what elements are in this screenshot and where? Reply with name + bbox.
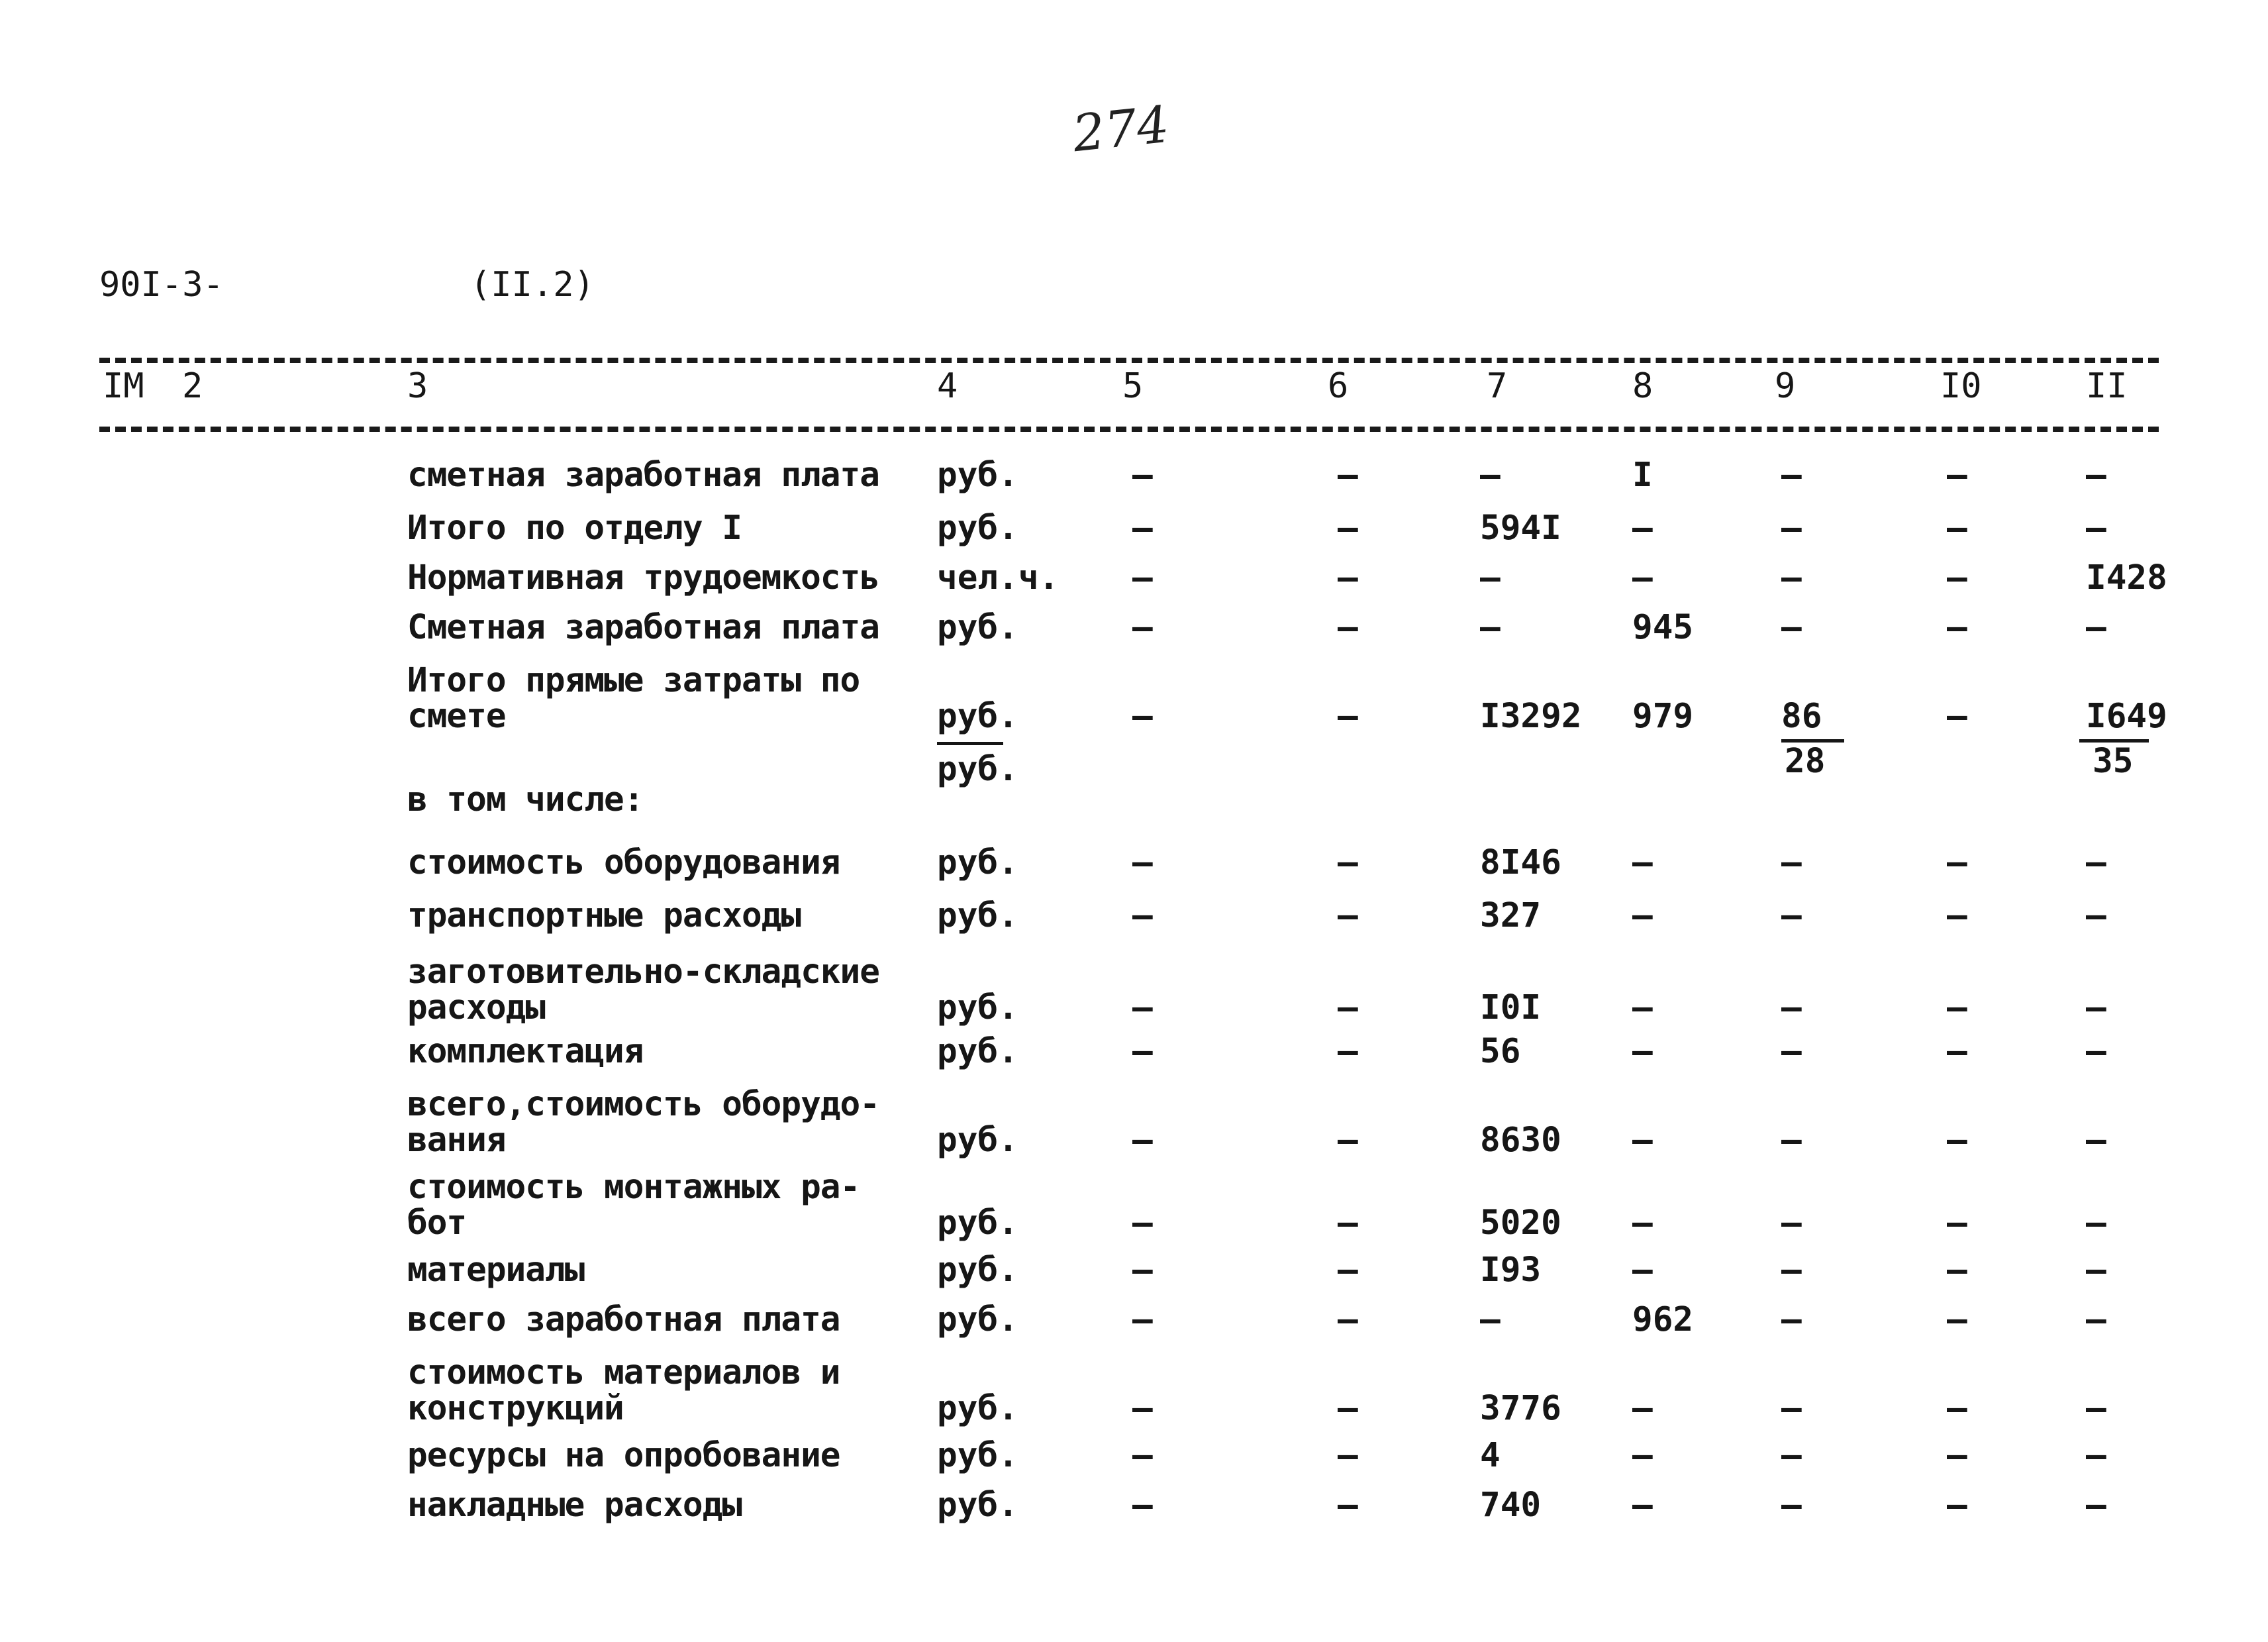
row-unit: руб. — [937, 988, 1018, 1027]
cell-dash: – — [1632, 1121, 1653, 1160]
cell-dash: – — [1947, 456, 1967, 495]
row-unit: руб. — [937, 843, 1018, 882]
cell-value: I93 — [1480, 1251, 1542, 1290]
column-header: 9 — [1775, 366, 1796, 406]
row-unit: руб. — [937, 608, 1018, 647]
cell-dash: – — [1947, 697, 1967, 736]
cell-value: 8I46 — [1480, 843, 1561, 882]
row-description: расходы — [407, 988, 545, 1027]
cell-dash: – — [1132, 1486, 1153, 1525]
cell-dash: – — [2086, 1300, 2106, 1339]
row-description: стоимость материалов и — [407, 1353, 840, 1392]
row-unit: руб. — [937, 697, 1018, 736]
cell-dash: – — [2086, 1436, 2106, 1475]
cell-dash: – — [1338, 1389, 1358, 1428]
column-header: I0 — [1940, 366, 1982, 406]
cell-dash: – — [1338, 843, 1358, 882]
cell-dash: – — [1132, 1032, 1153, 1071]
cell-value: 979 — [1632, 697, 1694, 736]
column-header: 5 — [1122, 366, 1144, 406]
cell-dash: – — [1338, 988, 1358, 1027]
cell-dash: – — [1947, 608, 1967, 647]
cell-dash: – — [1632, 1204, 1653, 1243]
column-header: IM — [103, 366, 144, 406]
cell-dash: – — [1338, 1251, 1358, 1290]
cell-dash: – — [1338, 1436, 1358, 1475]
cell-dash: – — [1632, 1032, 1653, 1071]
cell-dash: – — [1781, 1251, 1802, 1290]
cell-value: 3776 — [1480, 1389, 1561, 1428]
cell-dash: – — [1781, 509, 1802, 548]
cell-value-secondary: 28 — [1785, 742, 1826, 781]
cell-dash: – — [1338, 1204, 1358, 1243]
cell-value: I — [1632, 456, 1653, 495]
cell-dash: – — [1338, 1486, 1358, 1525]
row-unit: руб. — [937, 1300, 1018, 1339]
cell-dash: – — [1480, 1300, 1501, 1339]
cell-value: 740 — [1480, 1486, 1542, 1525]
cell-dash: – — [1781, 843, 1802, 882]
unit-fraction-line — [937, 742, 1003, 745]
cell-dash: – — [1338, 896, 1358, 935]
cell-dash: – — [1947, 1204, 1967, 1243]
cell-dash: – — [1132, 697, 1153, 736]
cell-dash: – — [2086, 843, 2106, 882]
cell-dash: – — [1947, 1032, 1967, 1071]
row-unit: руб. — [937, 1436, 1018, 1475]
cell-dash: – — [1781, 1486, 1802, 1525]
cell-value-secondary: 35 — [2093, 742, 2134, 781]
cell-dash: – — [1632, 843, 1653, 882]
row-unit: руб. — [937, 509, 1018, 548]
row-description: Сметная заработная плата — [407, 608, 879, 647]
cell-dash: – — [1480, 558, 1501, 597]
cell-value: I428 — [2086, 558, 2167, 597]
row-unit-secondary: руб. — [937, 750, 1018, 789]
row-description: в том числе: — [407, 780, 644, 819]
cell-dash: – — [1132, 1300, 1153, 1339]
cell-value: 594I — [1480, 509, 1561, 548]
cell-dash: – — [1338, 456, 1358, 495]
cell-dash: – — [1632, 558, 1653, 597]
cell-dash: – — [1132, 843, 1153, 882]
cell-dash: – — [1947, 558, 1967, 597]
cell-dash: – — [1781, 1121, 1802, 1160]
cell-dash: – — [1947, 896, 1967, 935]
cell-value: 4 — [1480, 1436, 1501, 1475]
row-description: бот — [407, 1204, 467, 1243]
table-header-rule — [99, 427, 2159, 432]
column-header: 7 — [1487, 366, 1508, 406]
cell-dash: – — [1632, 1436, 1653, 1475]
column-header: 8 — [1632, 366, 1653, 406]
cell-dash: – — [1781, 1204, 1802, 1243]
row-description: стоимость оборудования — [407, 843, 840, 882]
cell-dash: – — [1947, 1389, 1967, 1428]
cell-dash: – — [1947, 1486, 1967, 1525]
cell-dash: – — [1781, 1032, 1802, 1071]
cell-dash: – — [1947, 988, 1967, 1027]
table-top-rule — [99, 358, 2159, 363]
cell-dash: – — [1338, 1032, 1358, 1071]
cell-dash: – — [1338, 697, 1358, 736]
cell-dash: – — [2086, 608, 2106, 647]
cell-dash: – — [1781, 1436, 1802, 1475]
cell-dash: – — [2086, 1389, 2106, 1428]
cell-dash: – — [1947, 1436, 1967, 1475]
cell-dash: – — [1781, 988, 1802, 1027]
cell-dash: – — [1781, 1300, 1802, 1339]
cell-dash: – — [2086, 988, 2106, 1027]
row-unit: руб. — [937, 1389, 1018, 1428]
row-description: сметная заработная плата — [407, 456, 879, 495]
cell-dash: – — [1781, 456, 1802, 495]
cell-dash: – — [1781, 896, 1802, 935]
row-description: всего,стоимость оборудо- — [407, 1085, 879, 1124]
cell-dash: – — [1132, 1204, 1153, 1243]
row-description: смете — [407, 697, 506, 736]
cell-dash: – — [1632, 1251, 1653, 1290]
row-description: Итого прямые затраты по — [407, 661, 860, 700]
cell-dash: – — [2086, 456, 2106, 495]
cell-dash: – — [1132, 1251, 1153, 1290]
row-unit: руб. — [937, 1204, 1018, 1243]
cell-value: 945 — [1632, 608, 1694, 647]
row-description: комплектация — [407, 1032, 644, 1071]
row-unit: руб. — [937, 1486, 1018, 1525]
cell-dash: – — [1338, 558, 1358, 597]
cell-dash: – — [2086, 896, 2106, 935]
cell-value: 327 — [1480, 896, 1542, 935]
row-unit: руб. — [937, 456, 1018, 495]
row-description: Итого по отделу I — [407, 509, 742, 548]
row-unit: руб. — [937, 1032, 1018, 1071]
cell-value: 962 — [1632, 1300, 1694, 1339]
row-description: заготовительно-складские — [407, 952, 879, 992]
cell-dash: – — [1132, 456, 1153, 495]
cell-dash: – — [1632, 988, 1653, 1027]
cell-dash: – — [1132, 988, 1153, 1027]
cell-dash: – — [1480, 608, 1501, 647]
cell-dash: – — [1947, 843, 1967, 882]
cell-dash: – — [1632, 509, 1653, 548]
cell-dash: – — [1947, 1300, 1967, 1339]
cell-dash: – — [1947, 1251, 1967, 1290]
cell-value: I3292 — [1480, 697, 1582, 736]
cell-value: 86 — [1781, 697, 1822, 736]
cell-value: 5020 — [1480, 1204, 1561, 1243]
cell-dash: – — [2086, 1251, 2106, 1290]
cell-dash: – — [2086, 1121, 2106, 1160]
row-unit: руб. — [937, 1121, 1018, 1160]
cell-dash: – — [1338, 1300, 1358, 1339]
row-description: конструкций — [407, 1389, 624, 1428]
cell-dash: – — [1480, 456, 1501, 495]
row-unit: руб. — [937, 896, 1018, 935]
cell-dash: – — [1947, 509, 1967, 548]
cell-value: I0I — [1480, 988, 1542, 1027]
column-header: 3 — [407, 366, 428, 406]
page-number: 274 — [1069, 94, 1172, 164]
cell-dash: – — [2086, 1032, 2106, 1071]
cell-dash: – — [1338, 608, 1358, 647]
cell-dash: – — [1132, 1121, 1153, 1160]
cell-dash: – — [1338, 509, 1358, 548]
cell-dash: – — [1947, 1121, 1967, 1160]
cell-dash: – — [1781, 558, 1802, 597]
cell-dash: – — [1132, 509, 1153, 548]
cell-dash: – — [1338, 1121, 1358, 1160]
cell-dash: – — [1132, 1436, 1153, 1475]
row-unit: чел.ч. — [937, 558, 1060, 597]
row-description: транспортные расходы — [407, 896, 801, 935]
document-code: 90I-3- — [99, 265, 224, 305]
column-header: 4 — [937, 366, 958, 406]
column-header: 2 — [182, 366, 203, 406]
row-description: материалы — [407, 1251, 585, 1290]
cell-dash: – — [1781, 1389, 1802, 1428]
cell-dash: – — [1132, 608, 1153, 647]
cell-dash: – — [1132, 1389, 1153, 1428]
cell-dash: – — [1632, 1486, 1653, 1525]
row-description: Нормативная трудоемкость — [407, 558, 879, 597]
cell-value: I649 — [2086, 697, 2167, 736]
cell-dash: – — [1781, 608, 1802, 647]
column-header: II — [2086, 366, 2128, 406]
cell-value: 8630 — [1480, 1121, 1561, 1160]
row-description: всего заработная плата — [407, 1300, 840, 1339]
section-reference: (II.2) — [470, 265, 595, 305]
cell-dash: – — [2086, 509, 2106, 548]
cell-dash: – — [1632, 896, 1653, 935]
row-description: накладные расходы — [407, 1486, 742, 1525]
cell-dash: – — [1132, 558, 1153, 597]
cell-dash: – — [2086, 1486, 2106, 1525]
cell-value: 56 — [1480, 1032, 1521, 1071]
cell-dash: – — [1132, 896, 1153, 935]
row-description: стоимость монтажных ра- — [407, 1168, 860, 1207]
column-header: 6 — [1328, 366, 1349, 406]
cell-dash: – — [1632, 1389, 1653, 1428]
row-description: вания — [407, 1121, 506, 1160]
row-unit: руб. — [937, 1251, 1018, 1290]
cell-dash: – — [2086, 1204, 2106, 1243]
row-description: ресурсы на опробование — [407, 1436, 840, 1475]
